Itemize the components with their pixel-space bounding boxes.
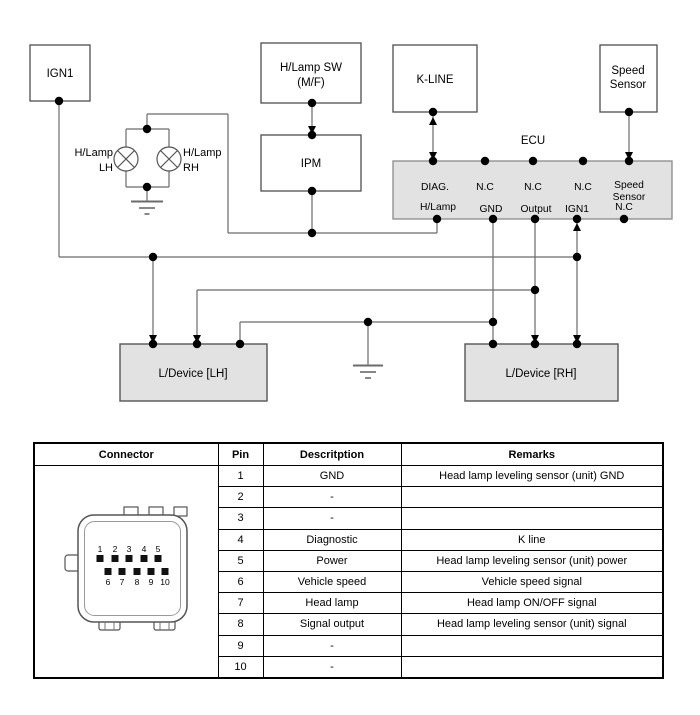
hlamp-sw-label-line1: H/Lamp SW	[280, 62, 342, 74]
ign1-label: IGN1	[46, 68, 74, 80]
ecu-pin-nc4: N.C	[615, 202, 633, 213]
ecu-pin-nc3: N.C	[574, 182, 592, 193]
col-header-connector: Connector	[34, 443, 218, 466]
description-cell: Vehicle speed	[263, 571, 401, 592]
ecu-label: ECU	[520, 135, 546, 147]
hlamp-sw-label-line2: (M/F)	[297, 77, 325, 89]
ecu-pin-speed-line1: Speed	[614, 180, 644, 191]
table-header-row	[34, 443, 663, 466]
remarks-cell: Head lamp leveling sensor (unit) signal	[401, 614, 663, 635]
connector-top-tab-3	[174, 507, 187, 516]
ecu-pin-diag: DIAG.	[420, 182, 450, 193]
kline-label: K-LINE	[416, 74, 454, 86]
pin-cell: 10	[218, 656, 263, 678]
description-cell: Signal output	[263, 614, 401, 635]
ecu-pin-output: Output	[520, 204, 552, 215]
description-cell: -	[263, 635, 401, 656]
lamp-rh-label-line2: RH	[183, 162, 199, 174]
arrowheads	[149, 117, 633, 343]
pin-cell: 3	[218, 508, 263, 529]
ldevice-lh-label: L/Device [LH]	[158, 368, 228, 380]
pin-cell: 1	[218, 466, 263, 487]
headlamp-lh-symbol	[114, 147, 138, 171]
pin-number-7: 7	[119, 577, 125, 587]
description-cell: GND	[263, 466, 401, 487]
pin-number-1: 1	[97, 544, 103, 554]
arrow-up-ecu-ign1	[573, 223, 581, 231]
connector-pin-table	[33, 442, 664, 679]
ecu-pin-nc1: N.C	[476, 182, 494, 193]
remarks-cell: K line	[401, 529, 663, 550]
pin-table-section	[33, 442, 662, 679]
table-row	[34, 466, 663, 487]
description-cell: -	[263, 656, 401, 678]
pin-number-9: 9	[148, 577, 154, 587]
remarks-cell: Head lamp leveling sensor (unit) GND	[401, 466, 663, 487]
box-labels	[47, 62, 647, 380]
description-cell: Power	[263, 550, 401, 571]
connector-drawing	[35, 466, 217, 674]
headlamp-rh-symbol	[157, 147, 181, 171]
remarks-cell	[401, 487, 663, 508]
remarks-cell: Vehicle speed signal	[401, 571, 663, 592]
description-cell: Head lamp	[263, 593, 401, 614]
pin-number-4: 4	[141, 544, 147, 554]
pin-number-8: 8	[134, 577, 140, 587]
pin-cell: 7	[218, 593, 263, 614]
col-header-remarks: Remarks	[401, 443, 663, 466]
speed-sensor-label-line2: Sensor	[609, 79, 647, 91]
remarks-cell	[401, 635, 663, 656]
pin-number-6: 6	[105, 577, 111, 587]
connector-drawing-cell	[34, 466, 218, 679]
pin-cell: 6	[218, 571, 263, 592]
lamp-rh-label-line1: H/Lamp	[183, 147, 222, 159]
pin-cell: 2	[218, 487, 263, 508]
pin-number-3: 3	[126, 544, 132, 554]
col-header-description: Descritption	[263, 443, 401, 466]
pin-cell: 5	[218, 550, 263, 571]
lamp-lh-label-line2: LH	[98, 162, 113, 174]
remarks-cell: Head lamp leveling sensor (unit) power	[401, 550, 663, 571]
ecu-pin-hlamp: H/Lamp	[419, 202, 457, 213]
pin-number-10: 10	[160, 577, 170, 587]
description-cell: Diagnostic	[263, 529, 401, 550]
arrow-up-kline	[429, 117, 437, 125]
remarks-cell	[401, 508, 663, 529]
remarks-cell: Head lamp ON/OFF signal	[401, 593, 663, 614]
remarks-cell	[401, 656, 663, 678]
pin-number-5: 5	[155, 544, 161, 554]
description-cell: -	[263, 487, 401, 508]
lamp-lh-label-line1: H/Lamp	[74, 147, 113, 159]
center-ground-symbol	[353, 366, 383, 379]
pin-cell: 9	[218, 635, 263, 656]
lamp-ground-symbol	[131, 202, 163, 215]
pin-cell: 8	[218, 614, 263, 635]
ecu-pin-gnd: GND	[479, 204, 503, 215]
ecu-pin-nc2: N.C	[524, 182, 542, 193]
ipm-label: IPM	[300, 158, 322, 170]
pin-number-2: 2	[112, 544, 118, 554]
col-header-pin: Pin	[218, 443, 263, 466]
speed-sensor-label-line1: Speed	[611, 65, 645, 77]
ldevice-rh-label: L/Device [RH]	[505, 368, 577, 380]
description-cell: -	[263, 508, 401, 529]
lamp-labels	[74, 147, 221, 174]
pin-cell: 4	[218, 529, 263, 550]
ecu-pin-ign1: IGN1	[564, 204, 590, 215]
ecu-pin-speed-line2: Sensor	[612, 192, 646, 203]
